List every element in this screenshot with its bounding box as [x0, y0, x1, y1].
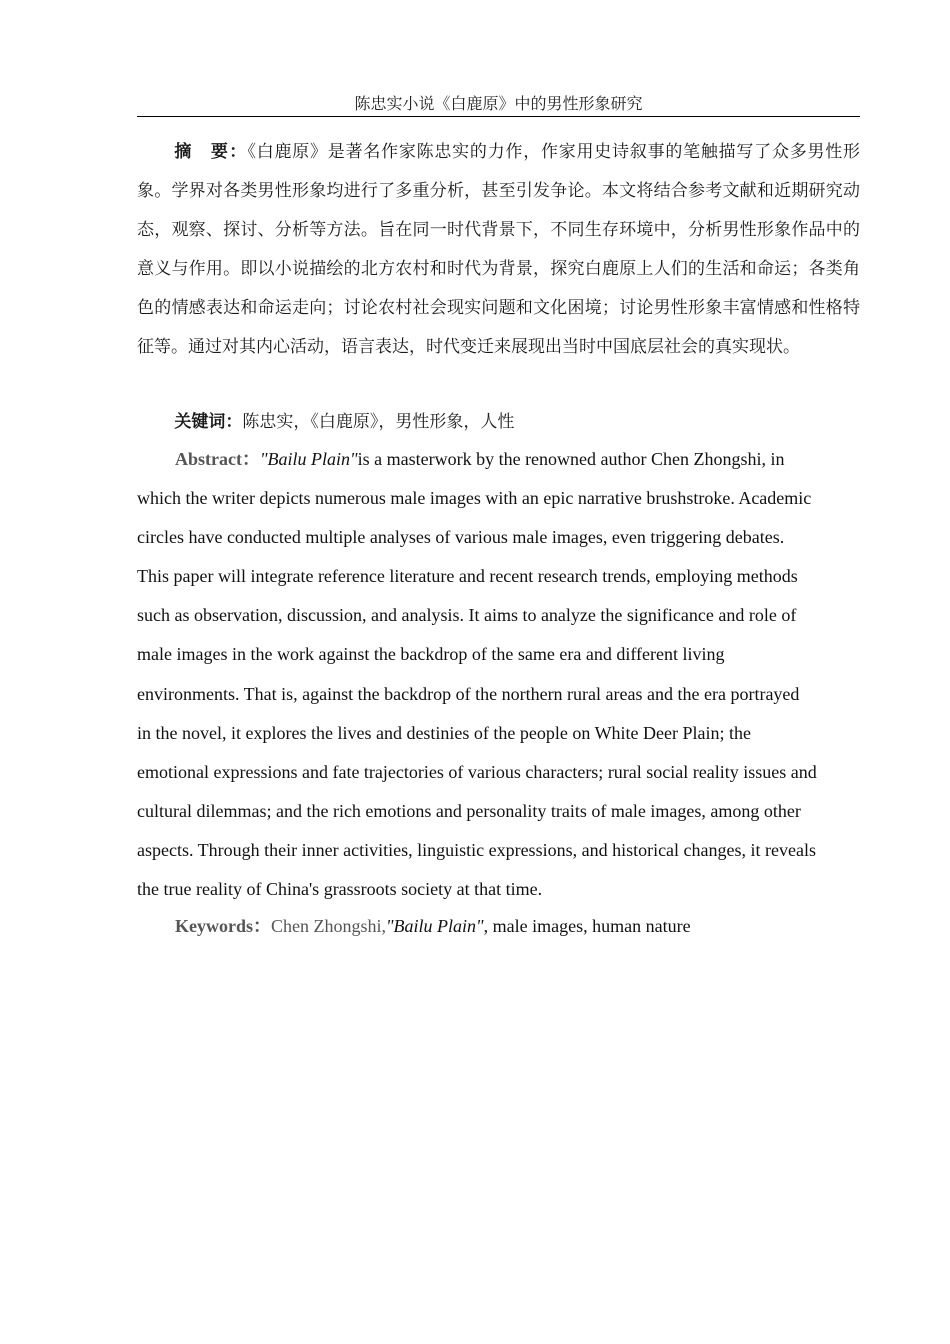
english-abstract-line: the true reality of China's grassroots society at that time. — [137, 879, 543, 900]
english-keywords-rest: , male images, human nature — [483, 916, 691, 936]
english-abstract-line: environments. That is, against the backdrop of the northern rural areas and the era portrayed — [137, 683, 800, 704]
running-title: 陈忠实小说《白鹿原》中的男性形象研究 — [354, 94, 643, 113]
english-abstract-line: circles have conducted multiple analyses of various male images, even triggering debates. — [137, 527, 785, 548]
english-keywords-author: Chen Zhongshi, — [271, 916, 386, 936]
english-keywords — [137, 907, 860, 946]
english-abstract-line: such as observation, discussion, and analysis. It aims to analyze the significance and role of — [137, 605, 797, 626]
english-abstract-line — [137, 440, 860, 479]
english-abstract-line: male images in the work against the backdrop of the same era and different living — [137, 644, 725, 665]
english-abstract-line: in the novel, it explores the lives and destinies of the people on White Deer Plain; the — [137, 722, 752, 743]
english-abstract-line: emotional expressions and fate trajectories of various characters; rural social reality issues and — [137, 761, 817, 782]
english-abstract-line: cultural dilemmas; and the rich emotions and personality traits of male images, among other — [137, 800, 801, 821]
chinese-abstract-label: 摘 要： — [174, 142, 248, 162]
english-abstract-line-text: is a masterwork by the renowned author Chen Zhongshi, in — [357, 449, 785, 469]
english-abstract-title-ref: "Bailu Plain" — [259, 449, 358, 469]
chinese-keywords-label: 关键词： — [174, 412, 243, 432]
english-keywords-label: Keywords： — [175, 916, 271, 936]
running-header — [137, 92, 860, 117]
english-abstract-line: This paper will integrate reference literature and recent research trends, employing methods — [137, 566, 798, 587]
english-abstract-line: aspects. Through their inner activities, linguistic expressions, and historical changes, it reveals — [137, 839, 816, 860]
chinese-keywords-text: 陈忠实，《白鹿原》，男性形象，人性 — [242, 412, 515, 432]
english-abstract-line: which the writer depicts numerous male images with an epic narrative brushstroke. Academic — [137, 488, 812, 509]
chinese-abstract — [137, 133, 860, 367]
chinese-abstract-text: 《白鹿原》是著名作家陈忠实的力作，作家用史诗叙事的笔触描写了众多男性形象。学界对各类男性形象均进行了多重分析，甚至引发争论。本文将结合参考文献和近期研究动态，观察、探讨、分析等方法。旨在同一时代背景下，不同生存环境中，分析男性形象作品中的意义与作用。即以小说描绘的北方农村和时代为背景，探究白鹿原上人们的生活和命运；各类角色的情感表达和命运走向；讨论农村社会现实问题和文化困境；讨论男性形象丰富情感和性格特征等。通过对其内心活动，语言表达，时代变迁来展现出当时中国底层社会的真实现状。 — [137, 142, 861, 357]
english-keywords-title-ref: "Bailu Plain" — [386, 916, 484, 936]
chinese-keywords — [137, 403, 860, 442]
english-abstract — [137, 440, 860, 909]
english-abstract-label: Abstract： — [175, 449, 260, 469]
